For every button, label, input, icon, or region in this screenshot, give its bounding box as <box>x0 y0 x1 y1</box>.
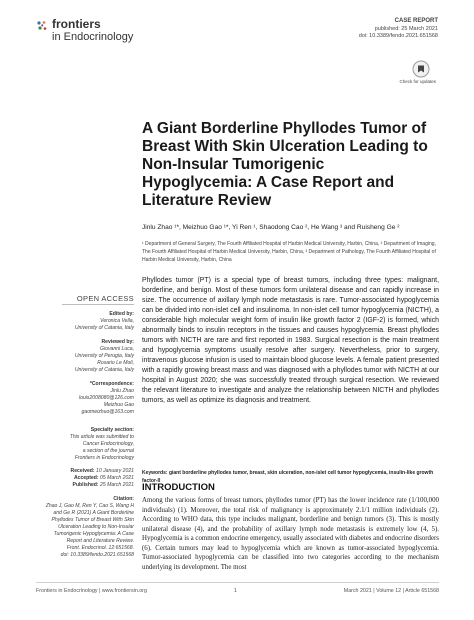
corresponding-author: Meizhuo Gao <box>103 402 134 408</box>
journal-brand: frontiers <box>52 17 101 31</box>
citation-line: and Ge R (2021) A Giant Borderline <box>53 510 134 516</box>
correspondence-block <box>40 381 134 416</box>
citation-line: Zhao J, Gao M, Ren Y, Cao S, Wang H <box>45 503 134 509</box>
reviewer-name: Rosario Le Moli, <box>97 360 134 366</box>
keywords-label: Keywords: <box>142 470 168 476</box>
introduction-body: Among the various forms of breast tumors, phyllodes tumor (PT) has the lower incidence rate (1/100,000 individuals) (1). Moreover, the total risk of malignancy is approximately 2.1/1 million individuals (2). According to WHO data, this type includes malignant, borderline and benign tumors (3). This is mostly unilateral disease (4), and the probability of axillary lymph node metastasis is extremely low (4, 5). Hypoglycemia is a common endocrine emergency, usually associated with diabetes and endocrine disorders (6). Certain tumors may lead to hypoglycemia which are known as tumor-associated hypoglycemia. Tumor-associated hypoglycemia can be classified into two categories according to the mechanism underlying its development. The most <box>142 497 439 571</box>
affiliations: ¹ Department of General Surgery, The Fourth Affiliated Hospital of Harbin Medical University, Harbin, China, ² Department of Imaging, The Fourth Affiliated Hospital of Harbin Medical University, Harbin, China, ³ Department of Pathology, The Fourth Affiliated Hospital of Harbin Medical University, Harbin, China <box>142 241 436 263</box>
editor-affiliation: University of Catania, Italy <box>74 325 134 331</box>
frontiers-logo-icon <box>36 20 48 32</box>
footer-issue: March 2021 | Volume 12 | Article 651568 <box>343 588 439 594</box>
keywords-text: giant borderline phyllodes tumor, breast, skin ulceration, non-islet cell tumor hypoglycemia, insulin-like growth factor-II <box>142 470 434 484</box>
journal-name: in Endocrinology <box>52 31 134 43</box>
citation-line: Phyllodes Tumor of Breast With Skin <box>51 517 134 523</box>
author-list: Jinlu Zhao ¹*, Meizhuo Gao ¹*, Yi Ren ¹, Shaodong Cao ², He Wang ³ and Ruisheng Ge ² <box>142 224 400 231</box>
dates-block <box>40 468 134 489</box>
edited-by-label: Edited by: <box>109 311 134 317</box>
citation-line: Report and Literature Review. <box>66 538 134 544</box>
edited-by-block <box>40 311 134 332</box>
citation-label: Citation: <box>113 496 134 502</box>
footer-divider <box>36 582 439 583</box>
reviewed-by-label: Reviewed by: <box>101 339 134 345</box>
specialty-line: a section of the journal <box>82 448 134 454</box>
editor-name: Veronica Vella, <box>100 318 134 324</box>
corresponding-author: Jinlu Zhao <box>110 388 134 394</box>
article-title: A Giant Borderline Phyllodes Tumor of Breast With Skin Ulceration Leading to Non-Insular Tumorigenic Hypoglycemia: A Case Report and Literature Review <box>142 120 428 209</box>
specialty-line: Cancer Endocrinology, <box>82 441 134 447</box>
correspondence-label: *Correspondence: <box>89 381 134 387</box>
open-access-label: OPEN ACCESS <box>76 294 134 303</box>
corresponding-email[interactable]: gaomeizhuo@163.com <box>81 409 134 415</box>
published-date-sidebar: 25 March 2021 <box>100 482 134 488</box>
published-date: published: 25 March 2021 <box>374 25 438 32</box>
accepted-label: Accepted: <box>73 475 99 481</box>
check-for-updates-icon[interactable] <box>412 60 430 78</box>
open-access-divider <box>62 304 134 305</box>
citation-block <box>40 496 134 559</box>
citation-line: Ulceration Leading to Non-Insular <box>58 524 134 530</box>
article-meta <box>359 18 438 41</box>
received-label: Received: <box>70 468 95 474</box>
article-doi[interactable]: doi: 10.3389/fendo.2021.651568 <box>358 33 438 39</box>
reviewer-name: Giovanni Luca, <box>100 346 134 352</box>
reviewer-affiliation: University of Perugia, Italy <box>74 353 134 359</box>
specialty-section-block <box>40 427 134 462</box>
reviewer-affiliation: University of Catania, Italy <box>74 367 134 373</box>
specialty-line: Frontiers in Endocrinology <box>74 455 134 461</box>
article-type: CASE REPORT <box>394 18 438 24</box>
corresponding-email[interactable]: louis2008080@126.com <box>78 395 134 401</box>
citation-line: Front. Endocrinol. 12:651568. <box>66 545 134 551</box>
reviewed-by-block <box>40 339 134 374</box>
check-for-updates-label[interactable]: Check for updates <box>399 79 436 84</box>
footer-journal[interactable]: Frontiers in Endocrinology | www.frontiersin.org <box>36 588 147 594</box>
specialty-line: This article was submitted to <box>69 434 134 440</box>
abstract: Phyllodes tumor (PT) is a special type of breast tumors, including three types: malignant, borderline, and benign. Most of these tumors form unilateral disease and can rapidly increase in size. The occurrence of axillary lymph node metastasis is rare. Tumor-associated hypoglycemia can be divided into non-islet cell and insulinoma. In non-islet cell tumor hypoglycemia (NICTH), a considerable high molecular weight form of insulin like growth factor 2 (IGF-2) is formed, which abnormally binds to insulin receptors in the tissues and causes hypoglycemia. Breast phyllodes tumors with NICTH are rare and first reported in 1983. Surgical resection is the main treatment and hypoglycemia symptoms usually resolve after surgery. Nevertheless, prior to surgery, intravenous glucose infusion is used to maintain blood glucose levels. A female patient presented with a rapidly growing breast mass and was diagnosed with a phyllodes tumor with NICTH at our hospital in August 2020; she was successfully treated through surgical resection. We reviewed the relevant literature to investigate and analyze the relationship between NICTH and phyllodes tumors, as well as optimize its diagnosis and treatment. <box>142 277 439 404</box>
citation-line: Tumorigenic Hypoglycemia: A Case <box>53 531 134 537</box>
received-date: 10 January 2021 <box>96 468 134 474</box>
footer-page-number: 1 <box>234 588 237 594</box>
accepted-date: 05 March 2021 <box>100 475 134 481</box>
citation-doi[interactable]: doi: 10.3389/fendo.2021.651568 <box>60 552 134 558</box>
published-label: Published: <box>72 482 99 488</box>
specialty-section-label: Specialty section: <box>90 427 134 433</box>
section-heading-introduction: INTRODUCTION <box>142 482 215 493</box>
